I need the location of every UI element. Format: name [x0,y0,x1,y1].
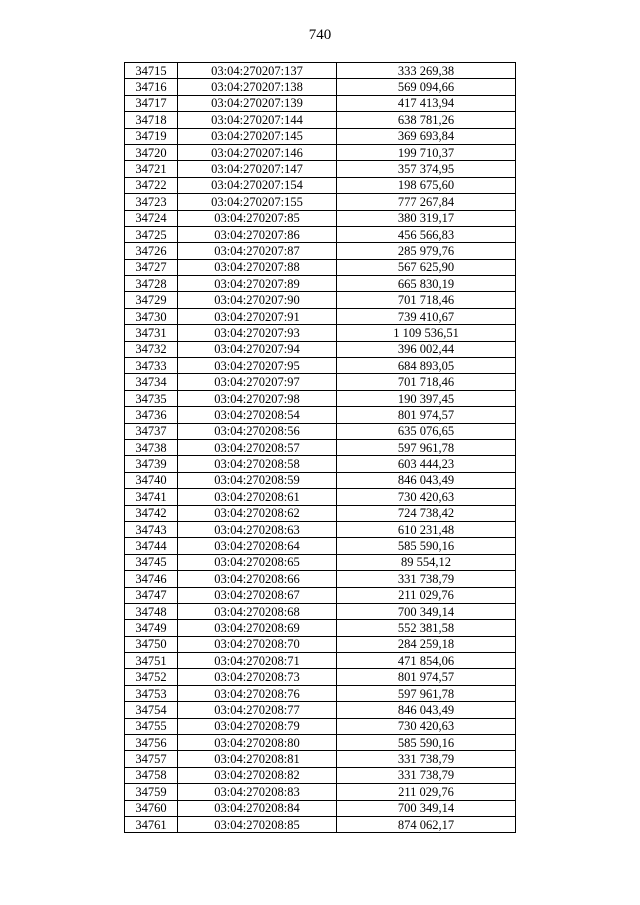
row-number-cell: 34724 [125,210,178,226]
cadastral-number-cell: 03:04:270208:61 [178,489,337,505]
table-row [125,423,516,439]
cadastral-value-cell: 585 590,16 [337,735,516,751]
table-row [125,358,516,374]
table-row [125,194,516,210]
row-number-cell: 34719 [125,128,178,144]
cadastral-number-cell: 03:04:270208:85 [178,816,337,832]
cadastral-value-cell: 1 109 536,51 [337,325,516,341]
row-number-cell: 34740 [125,472,178,488]
row-number-cell: 34733 [125,358,178,374]
row-number-cell: 34753 [125,685,178,701]
table-row [125,177,516,193]
cadastral-number-cell: 03:04:270208:56 [178,423,337,439]
cadastral-value-cell: 846 043,49 [337,702,516,718]
row-number-cell: 34754 [125,702,178,718]
row-number-cell: 34734 [125,374,178,390]
table-row [125,390,516,406]
cadastral-value-cell: 610 231,48 [337,521,516,537]
row-number-cell: 34747 [125,587,178,603]
table-row [125,571,516,587]
table-row [125,521,516,537]
cadastral-value-cell: 874 062,17 [337,816,516,832]
row-number-cell: 34759 [125,784,178,800]
table-row [125,407,516,423]
cadastral-number-cell: 03:04:270207:144 [178,112,337,128]
cadastral-value-cell: 333 269,38 [337,63,516,79]
cadastral-number-cell: 03:04:270208:77 [178,702,337,718]
table-row [125,144,516,160]
table-row [125,95,516,111]
cadastral-number-cell: 03:04:270207:93 [178,325,337,341]
cadastral-number-cell: 03:04:270208:82 [178,767,337,783]
row-number-cell: 34730 [125,308,178,324]
table-row [125,456,516,472]
cadastral-value-cell: 635 076,65 [337,423,516,439]
cadastral-value-cell: 801 974,57 [337,669,516,685]
cadastral-value-cell: 471 854,06 [337,653,516,669]
row-number-cell: 34739 [125,456,178,472]
cadastral-value-cell: 585 590,16 [337,538,516,554]
cadastral-value-cell: 331 738,79 [337,571,516,587]
table-row [125,472,516,488]
row-number-cell: 34752 [125,669,178,685]
row-number-cell: 34718 [125,112,178,128]
cadastral-number-cell: 03:04:270208:67 [178,587,337,603]
row-number-cell: 34742 [125,505,178,521]
cadastral-value-cell: 801 974,57 [337,407,516,423]
cadastral-value-cell: 567 625,90 [337,259,516,275]
table-row [125,439,516,455]
row-number-cell: 34749 [125,620,178,636]
table-row [125,374,516,390]
row-number-cell: 34760 [125,800,178,816]
table-row [125,276,516,292]
table-row [125,767,516,783]
cadastral-value-cell: 417 413,94 [337,95,516,111]
cadastral-value-cell: 730 420,63 [337,718,516,734]
row-number-cell: 34755 [125,718,178,734]
cadastral-number-cell: 03:04:270208:84 [178,800,337,816]
cadastral-number-cell: 03:04:270208:64 [178,538,337,554]
row-number-cell: 34735 [125,390,178,406]
page-number: 740 [308,27,332,43]
cadastral-number-cell: 03:04:270208:66 [178,571,337,587]
cadastral-value-cell: 380 319,17 [337,210,516,226]
row-number-cell: 34721 [125,161,178,177]
row-number-cell: 34720 [125,144,178,160]
cadastral-number-cell: 03:04:270208:59 [178,472,337,488]
table-body [125,63,516,833]
table-row [125,325,516,341]
cadastral-value-cell: 603 444,23 [337,456,516,472]
cadastral-number-cell: 03:04:270208:63 [178,521,337,537]
cadastral-value-cell: 396 002,44 [337,341,516,357]
table-row [125,718,516,734]
cadastral-value-cell: 211 029,76 [337,587,516,603]
cadastral-value-cell: 700 349,14 [337,603,516,619]
cadastral-value-cell: 597 961,78 [337,685,516,701]
cadastral-number-cell: 03:04:270207:95 [178,358,337,374]
table-row [125,702,516,718]
cadastral-number-cell: 03:04:270208:70 [178,636,337,652]
cadastral-number-cell: 03:04:270208:58 [178,456,337,472]
table-row [125,636,516,652]
row-number-cell: 34751 [125,653,178,669]
cadastral-number-cell: 03:04:270207:86 [178,226,337,242]
table-row [125,587,516,603]
cadastral-number-cell: 03:04:270208:57 [178,439,337,455]
cadastral-number-cell: 03:04:270207:138 [178,79,337,95]
table-row [125,243,516,259]
row-number-cell: 34715 [125,63,178,79]
cadastral-value-cell: 846 043,49 [337,472,516,488]
cadastral-number-cell: 03:04:270208:81 [178,751,337,767]
cadastral-number-cell: 03:04:270208:65 [178,554,337,570]
row-number-cell: 34743 [125,521,178,537]
cadastral-number-cell: 03:04:270208:73 [178,669,337,685]
cadastral-value-cell: 730 420,63 [337,489,516,505]
table-row [125,735,516,751]
table-row [125,816,516,832]
cadastral-number-cell: 03:04:270207:146 [178,144,337,160]
row-number-cell: 34736 [125,407,178,423]
row-number-cell: 34726 [125,243,178,259]
table-row [125,554,516,570]
row-number-cell: 34727 [125,259,178,275]
cadastral-value-cell: 285 979,76 [337,243,516,259]
cadastral-value-cell: 701 718,46 [337,292,516,308]
cadastral-value-cell: 552 381,58 [337,620,516,636]
row-number-cell: 34716 [125,79,178,95]
cadastral-number-cell: 03:04:270207:97 [178,374,337,390]
table-row [125,669,516,685]
row-number-cell: 34737 [125,423,178,439]
cadastral-number-cell: 03:04:270207:91 [178,308,337,324]
cadastral-number-cell: 03:04:270208:69 [178,620,337,636]
row-number-cell: 34757 [125,751,178,767]
row-number-cell: 34745 [125,554,178,570]
cadastral-value-cell: 331 738,79 [337,767,516,783]
cadastral-number-cell: 03:04:270208:76 [178,685,337,701]
row-number-cell: 34717 [125,95,178,111]
cadastral-number-cell: 03:04:270208:80 [178,735,337,751]
row-number-cell: 34729 [125,292,178,308]
table-row [125,112,516,128]
row-number-cell: 34725 [125,226,178,242]
cadastral-number-cell: 03:04:270208:83 [178,784,337,800]
cadastral-value-cell: 739 410,67 [337,308,516,324]
cadastral-value-cell: 190 397,45 [337,390,516,406]
cadastral-value-cell: 211 029,76 [337,784,516,800]
row-number-cell: 34741 [125,489,178,505]
cadastral-value-cell: 456 566,83 [337,226,516,242]
table-row [125,800,516,816]
table-row [125,341,516,357]
table-row [125,128,516,144]
table-row [125,685,516,701]
cadastral-number-cell: 03:04:270207:145 [178,128,337,144]
cadastral-value-cell: 284 259,18 [337,636,516,652]
cadastral-value-cell: 777 267,84 [337,194,516,210]
row-number-cell: 34758 [125,767,178,783]
cadastral-number-cell: 03:04:270207:88 [178,259,337,275]
cadastral-number-cell: 03:04:270208:68 [178,603,337,619]
cadastral-value-cell: 684 893,05 [337,358,516,374]
cadastral-value-cell: 569 094,66 [337,79,516,95]
cadastral-number-cell: 03:04:270207:90 [178,292,337,308]
cadastral-value-cell: 357 374,95 [337,161,516,177]
table-row [125,63,516,79]
table-row [125,292,516,308]
table-row [125,161,516,177]
cadastral-number-cell: 03:04:270207:154 [178,177,337,193]
cadastral-value-cell: 638 781,26 [337,112,516,128]
cadastral-number-cell: 03:04:270208:71 [178,653,337,669]
cadastral-value-cell: 597 961,78 [337,439,516,455]
cadastral-value-cell: 700 349,14 [337,800,516,816]
table-row [125,505,516,521]
table-row [125,751,516,767]
cadastral-value-cell: 369 693,84 [337,128,516,144]
table-row [125,226,516,242]
table-row [125,259,516,275]
row-number-cell: 34738 [125,439,178,455]
row-number-cell: 34746 [125,571,178,587]
cadastral-value-cell: 331 738,79 [337,751,516,767]
cadastral-number-cell: 03:04:270207:147 [178,161,337,177]
table-row [125,653,516,669]
cadastral-number-cell: 03:04:270208:79 [178,718,337,734]
row-number-cell: 34750 [125,636,178,652]
row-number-cell: 34761 [125,816,178,832]
cadastral-value-cell: 701 718,46 [337,374,516,390]
cadastral-value-cell: 724 738,42 [337,505,516,521]
table-row [125,489,516,505]
cadastral-number-cell: 03:04:270207:155 [178,194,337,210]
table-row [125,784,516,800]
cadastral-value-cell: 665 830,19 [337,276,516,292]
table-row [125,620,516,636]
cadastral-number-cell: 03:04:270207:98 [178,390,337,406]
cadastral-value-cell: 89 554,12 [337,554,516,570]
cadastral-number-cell: 03:04:270208:62 [178,505,337,521]
cadastral-value-table [124,62,516,833]
row-number-cell: 34732 [125,341,178,357]
cadastral-number-cell: 03:04:270207:87 [178,243,337,259]
row-number-cell: 34731 [125,325,178,341]
table-row [125,210,516,226]
cadastral-number-cell: 03:04:270208:54 [178,407,337,423]
cadastral-number-cell: 03:04:270207:139 [178,95,337,111]
row-number-cell: 34728 [125,276,178,292]
table-row [125,603,516,619]
row-number-cell: 34722 [125,177,178,193]
cadastral-value-cell: 199 710,37 [337,144,516,160]
table-row [125,79,516,95]
cadastral-number-cell: 03:04:270207:85 [178,210,337,226]
cadastral-number-cell: 03:04:270207:89 [178,276,337,292]
table-row [125,538,516,554]
table-row [125,308,516,324]
row-number-cell: 34723 [125,194,178,210]
cadastral-number-cell: 03:04:270207:94 [178,341,337,357]
row-number-cell: 34744 [125,538,178,554]
cadastral-value-cell: 198 675,60 [337,177,516,193]
row-number-cell: 34748 [125,603,178,619]
cadastral-number-cell: 03:04:270207:137 [178,63,337,79]
row-number-cell: 34756 [125,735,178,751]
